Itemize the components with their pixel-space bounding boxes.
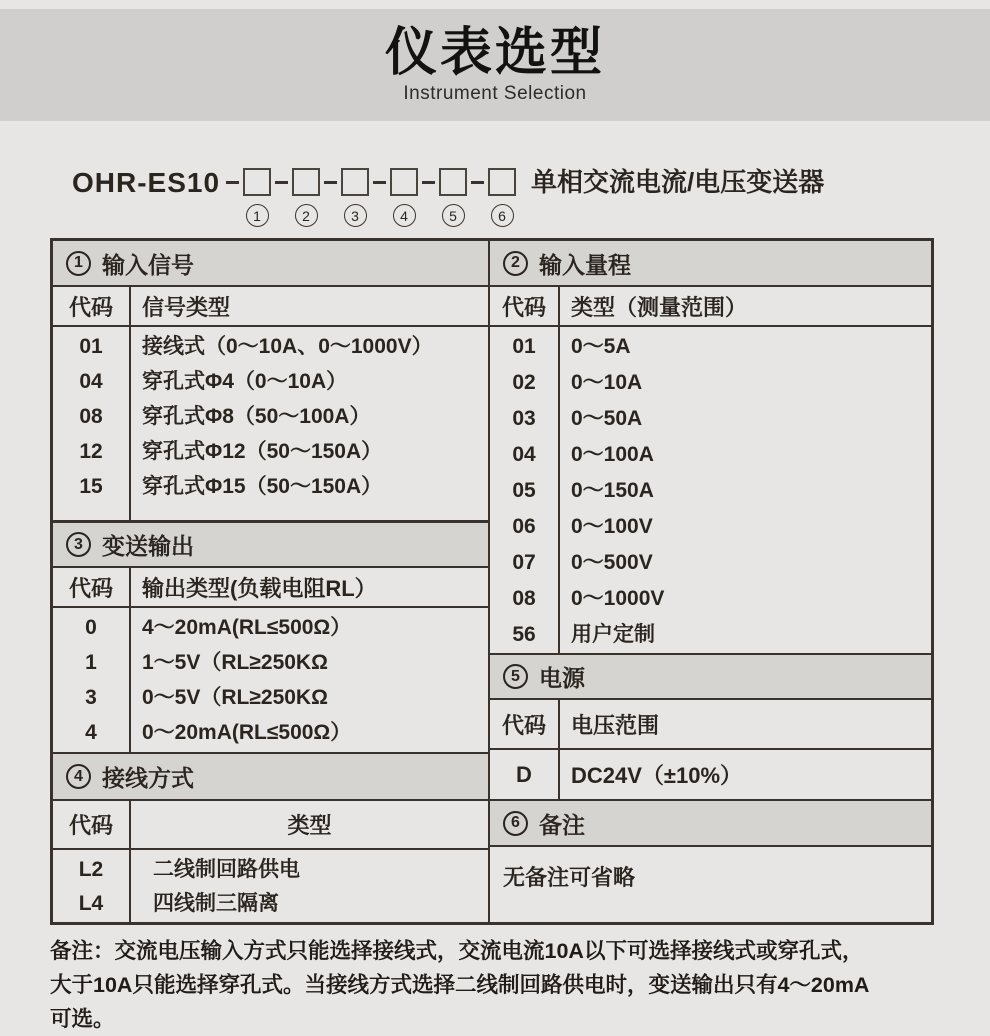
position-number-badge: 2 (295, 204, 318, 227)
row-label: 穿孔式Φ4（0～10A） (142, 370, 348, 393)
row-label: 穿孔式Φ12（50～150A） (142, 440, 383, 463)
model-code-line (72, 166, 824, 227)
section-4-header (53, 754, 488, 801)
row-code: 08 (512, 587, 536, 610)
section-2-header (490, 241, 931, 287)
model-placeholder-box (341, 168, 369, 196)
section-3-title: 变送输出 (102, 533, 194, 559)
page-subtitle: Instrument Selection (403, 83, 587, 104)
table-left-column (53, 241, 488, 922)
row-label: 0～20mA(RL≤500Ω） (142, 721, 352, 744)
model-product-name: 单相交流电流/电压变送器 (531, 167, 825, 197)
model-position-group (341, 166, 369, 227)
row-label: 0～5V（RL≥250KΩ (142, 686, 328, 709)
section-4-body (53, 850, 488, 922)
section-3-labels (131, 608, 488, 752)
section-5-column-header (490, 700, 931, 750)
column-header-type: 输出类型(负载电阻RL） (142, 575, 377, 601)
column-header-type: 类型（测量范围） (571, 294, 748, 320)
position-number-badge: 4 (393, 204, 416, 227)
column-header-code: 代码 (490, 287, 560, 325)
model-placeholder-box (488, 168, 516, 196)
row-label: 0～100A (571, 443, 654, 466)
model-position-group (292, 166, 320, 227)
row-code: 12 (79, 440, 103, 463)
section-2-codes (490, 327, 560, 653)
footnote (50, 934, 955, 1036)
title-band (0, 9, 990, 121)
section-1-number-icon: 1 (66, 251, 91, 276)
section-5-header (490, 655, 931, 700)
row-label: 4～20mA(RL≤500Ω） (142, 616, 352, 639)
section-3-body (53, 608, 488, 754)
row-code: 06 (512, 515, 536, 538)
row-label: 穿孔式Φ8（50～100A） (142, 405, 371, 428)
section-6-header (490, 801, 931, 847)
row-label: 0～500V (571, 551, 653, 574)
footnote-line: 可选。 (50, 1007, 115, 1031)
row-label: 0～100V (571, 515, 653, 538)
position-number-badge: 1 (246, 204, 269, 227)
row-code: L4 (78, 892, 104, 915)
dash-separator (324, 181, 337, 184)
position-number-badge: 6 (491, 204, 514, 227)
section-2-column-header (490, 287, 931, 327)
section-3-codes (53, 608, 131, 752)
section-2-labels (560, 327, 931, 653)
selection-table (50, 238, 934, 925)
model-position-group (243, 166, 271, 227)
column-header-type: 电压范围 (571, 712, 660, 738)
row-code: L2 (78, 858, 104, 881)
model-code-prefix: OHR-ES10 (72, 167, 221, 198)
dash-separator (226, 181, 239, 184)
section-4-codes (53, 850, 131, 922)
position-number-badge: 5 (442, 204, 465, 227)
section-1-header (53, 241, 488, 287)
section-4-column-header (53, 801, 488, 850)
section-1-column-header (53, 287, 488, 327)
column-header-code: 代码 (53, 801, 131, 848)
row-code: 0 (85, 616, 97, 639)
row-label: 0～50A (571, 407, 643, 430)
row-code: 04 (512, 443, 536, 466)
column-header-type: 信号类型 (142, 294, 231, 320)
section-1-title: 输入信号 (102, 251, 194, 278)
section-1-body (53, 327, 488, 523)
row-label: 0～5A (571, 335, 631, 358)
model-position-group (390, 166, 418, 227)
section-4-labels (131, 850, 488, 922)
column-header-code: 代码 (53, 287, 131, 325)
model-placeholder-box (243, 168, 271, 196)
section-2-title: 输入量程 (539, 251, 631, 278)
row-code: 3 (85, 686, 97, 709)
section-5-number-icon: 5 (503, 664, 528, 689)
row-code: 15 (79, 475, 103, 498)
row-code: 08 (79, 405, 103, 428)
footnote-line: 备注：交流电压输入方式只能选择接线式，交流电流10A以下可选择接线式或穿孔式， (50, 939, 864, 963)
row-label: 二线制回路供电 (153, 858, 300, 881)
column-header-code: 代码 (490, 700, 560, 748)
column-header-code: 代码 (53, 568, 131, 606)
dash-separator (471, 181, 484, 184)
row-code: 04 (79, 370, 103, 393)
row-code: 56 (512, 623, 536, 646)
row-code: 4 (85, 721, 97, 744)
model-placeholder-box (390, 168, 418, 196)
section-4-title: 接线方式 (102, 765, 194, 791)
row-label: 0～1000V (571, 587, 665, 610)
section-5-title: 电源 (539, 665, 585, 691)
section-5-body (490, 750, 931, 801)
dash-separator (373, 181, 386, 184)
row-label: 接线式（0～10A、0～1000V） (142, 335, 433, 358)
section-3-number-icon: 3 (66, 532, 91, 557)
row-code: 03 (512, 407, 536, 430)
section-3-column-header (53, 568, 488, 608)
row-label: 0～10A (571, 371, 643, 394)
row-code: 02 (512, 371, 536, 394)
row-code: D (490, 750, 560, 799)
row-label: 0～150A (571, 479, 654, 502)
page-title: 仪表选型 (384, 24, 605, 82)
row-code: 07 (512, 551, 536, 574)
row-label: 四线制三隔离 (153, 892, 279, 915)
section-4-number-icon: 4 (66, 764, 91, 789)
row-code: 01 (512, 335, 536, 358)
row-label: DC24V（±10%） (571, 763, 743, 788)
row-code: 05 (512, 479, 536, 502)
model-placeholder-box (439, 168, 467, 196)
row-label: 1～5V（RL≥250KΩ (142, 651, 328, 674)
section-2-number-icon: 2 (503, 251, 528, 276)
row-label: 用户定制 (571, 623, 655, 646)
section-6-body: 无备注可省略 (503, 865, 636, 890)
section-2-body (490, 327, 931, 655)
model-position-group (439, 166, 467, 227)
section-6-number-icon: 6 (503, 811, 528, 836)
footnote-line: 大于10A只能选择穿孔式。当接线方式选择二线制回路供电时，变送输出只有4～20mA (50, 973, 870, 997)
section-3-header (53, 523, 488, 568)
column-header-type: 类型 (287, 813, 332, 838)
position-number-badge: 3 (344, 204, 367, 227)
row-label: 穿孔式Φ15（50～150A） (142, 475, 383, 498)
model-position-group (488, 166, 516, 227)
section-1-labels (131, 327, 488, 520)
model-placeholder-box (292, 168, 320, 196)
dash-separator (422, 181, 435, 184)
table-right-column (488, 241, 931, 922)
row-code: 1 (85, 651, 97, 674)
section-1-codes (53, 327, 131, 520)
dash-separator (275, 181, 288, 184)
section-6-title: 备注 (539, 811, 585, 838)
row-code: 01 (79, 335, 103, 358)
